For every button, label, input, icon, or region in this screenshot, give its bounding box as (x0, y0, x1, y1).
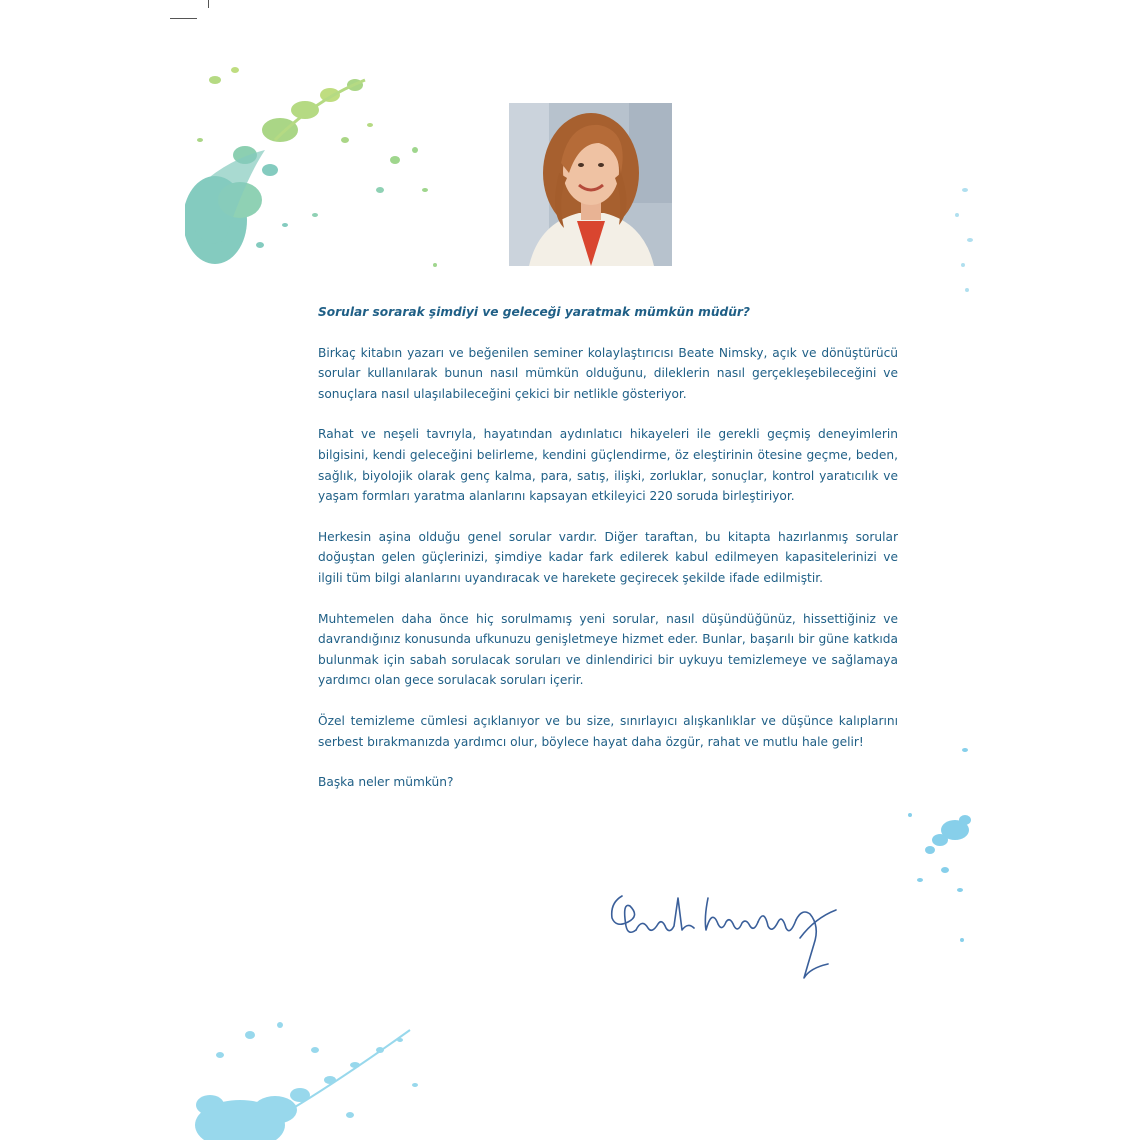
author-signature (600, 878, 850, 988)
letter-paragraph-2: Rahat ve neşeli tavrıyla, hayatından aydınlatıcı hikayeleri ile gerekli geçmiş deneyimlerin bilgisini, kendi geleceğini belirleme, kendini güçlendirme, öz eleştirinin ötesine geçme, beden, sağlık, biyolojik olarak genç kalma, para, satış, ilişki, zorluklar, sonuçlar, kontrol yaratıcılık ve yaşam formları yaratma alanlarını kapsayan etkileyici 220 soruda birleştiriyor. (318, 427, 898, 504)
letter-body (318, 302, 898, 793)
letter-paragraph-3: Herkesin aşina olduğu genel sorular vardır. Diğer taraftan, bu kitapta hazırlanmış sorular doğuştan gelen güçlerinizi, şimdiye kadar fark edilerek kabul edilmeyen kapasitelerinizi ve ilgili tüm bilgi alanlarını uyandıracak ve harekete geçirecek şekilde ifade edilmiştir. (318, 529, 898, 585)
paint-splash-right-bottom (900, 740, 980, 960)
crop-mark-horizontal (170, 18, 197, 19)
crop-mark-vertical (208, 0, 209, 8)
paint-splash-bottom-left (180, 1010, 440, 1140)
paint-splash-top-left (185, 40, 465, 280)
author-portrait-photo (509, 103, 672, 266)
portrait-illustration (509, 103, 672, 266)
letter-heading: Sorular sorarak şimdiyi ve geleceği yaratmak mümkün müdür? (318, 305, 750, 319)
letter-paragraph-1: Birkaç kitabın yazarı ve beğenilen seminer kolaylaştırıcısı Beate Nimsky, açık ve dönüştürücü sorular kullanılarak bunun nasıl mümkün olduğunu, dileklerin nasıl gerçekleşebileceğini ve sonuçlara nasıl ulaşılabileceğini çekici bir netlikle gösteriyor. (318, 345, 898, 401)
paint-splash-right-top (945, 170, 985, 310)
letter-paragraph-5: Özel temizleme cümlesi açıklanıyor ve bu size, sınırlayıcı alışkanlıklar ve düşünce kalıplarını serbest bırakmanızda yardımcı olur, böylece hayat daha özgür, rahat ve mutlu hale gelir! (318, 713, 898, 749)
letter-paragraph-4: Muhtemelen daha önce hiç sorulmamış yeni sorular, nasıl düşündüğünüz, hissettiğiniz ve davrandığınız konusunda ufkunuzu genişletmeye hizmet eder. Bunlar, başarılı bir güne katkıda bulunmak için sabah sorulacak soruları ve dinlendirici bir uykuyu temizlemeye ve sağlamaya yardımcı olan gece sorulacak soruları içerir. (318, 611, 898, 688)
letter-closing: Başka neler mümkün? (318, 775, 454, 790)
